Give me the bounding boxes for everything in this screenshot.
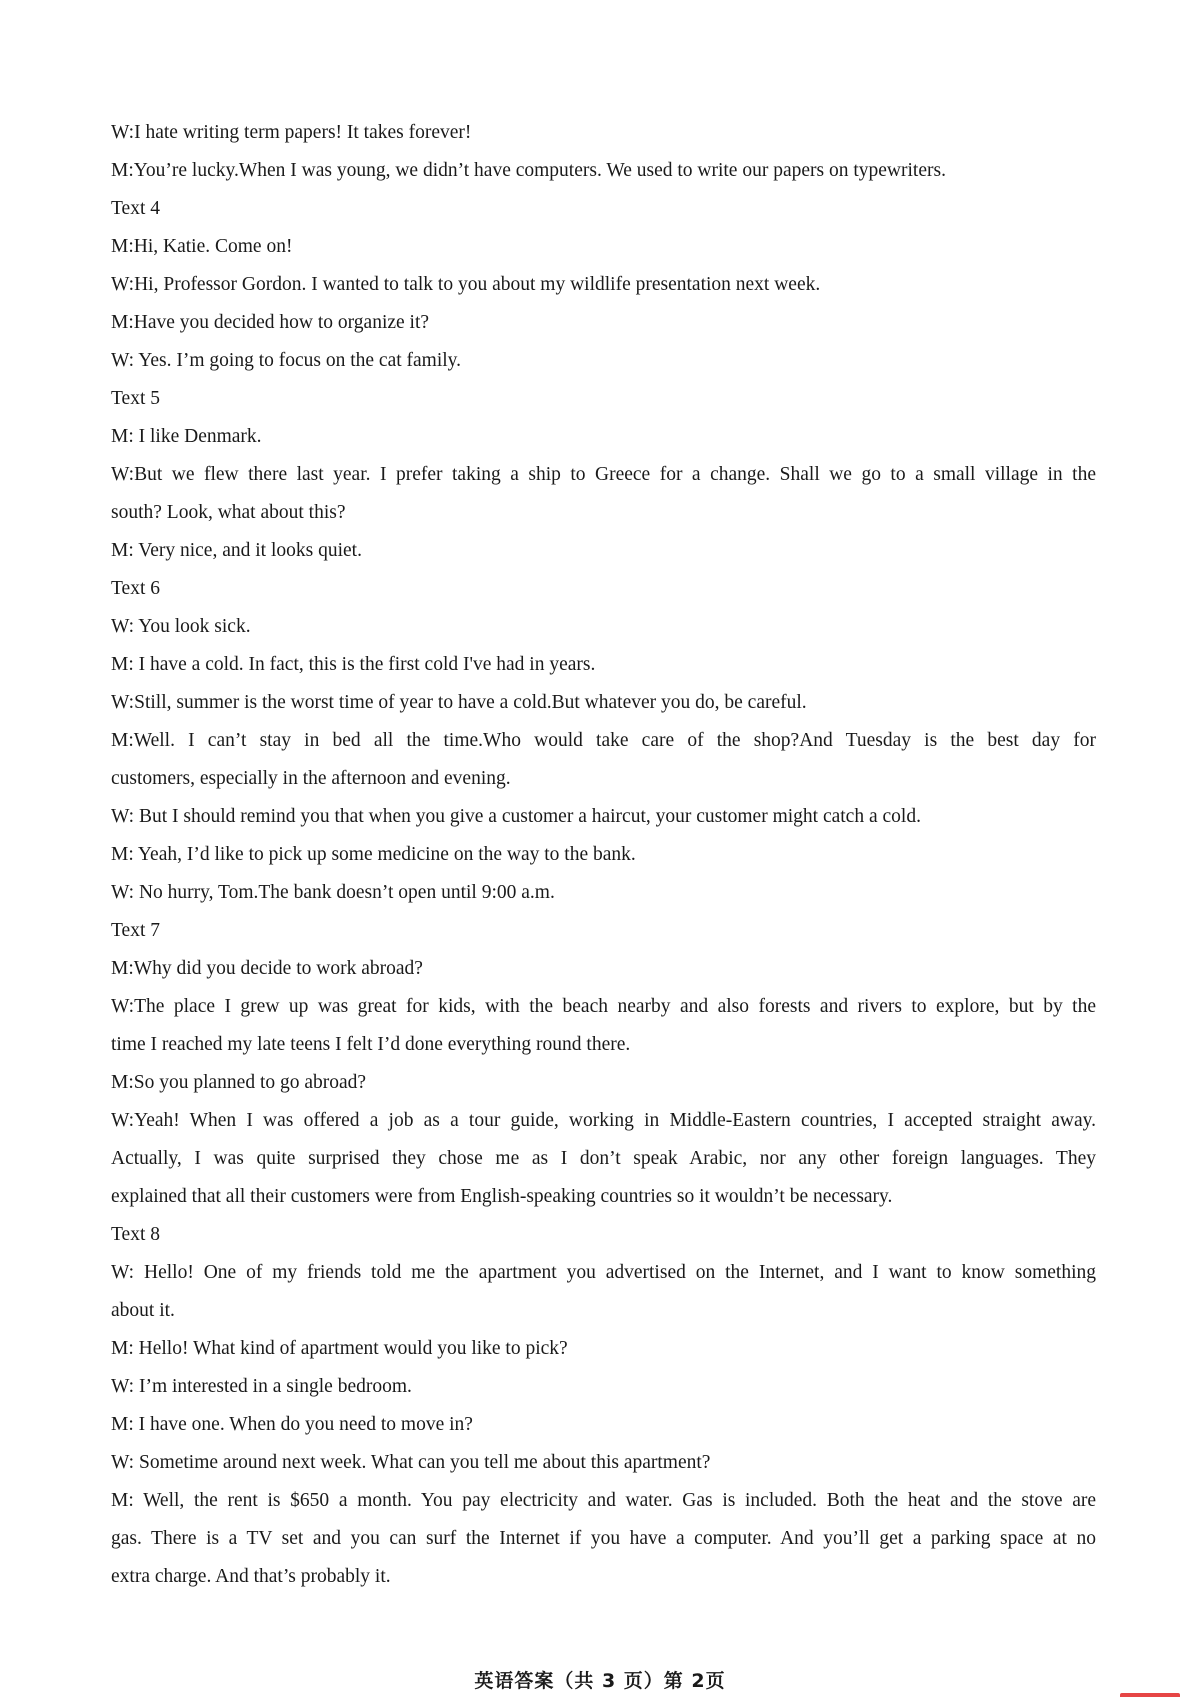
dialogue-line: W:Still, summer is the worst time of year to have a cold.But whatever you do, be careful. — [111, 692, 807, 713]
dialogue-line: M: Hello! What kind of apartment would you like to pick? — [111, 1338, 568, 1359]
page-footer: 英语答案（共 3 页）第 2页 — [474, 1670, 726, 1692]
dialogue-line: W:I hate writing term papers! It takes forever! — [111, 122, 472, 143]
dialogue-line: M:Hi, Katie. Come on! — [111, 236, 293, 257]
dialogue-line: M:Why did you decide to work abroad? — [111, 958, 423, 979]
dialogue-line: W: Sometime around next week. What can you tell me about this apartment? — [111, 1452, 711, 1473]
section-heading: Text 7 — [111, 920, 160, 941]
dialogue-line: M: I like Denmark. — [111, 426, 262, 447]
dialogue-line: M: Well, the rent is $650 a month. You pay electricity and water. Gas is included. Both the heat and the stove are — [111, 1490, 1096, 1511]
dialogue-line: M:So you planned to go abroad? — [111, 1072, 367, 1093]
dialogue-line: W: You look sick. — [111, 616, 251, 637]
document-body — [111, 114, 1096, 1596]
dialogue-line: time I reached my late teens I felt I’d done everything round there. — [111, 1034, 631, 1055]
dialogue-line: M:Have you decided how to organize it? — [111, 312, 430, 333]
dialogue-line: explained that all their customers were from English-speaking countries so it wouldn’t be necessary. — [111, 1186, 893, 1207]
section-heading: Text 5 — [111, 388, 160, 409]
dialogue-line: south? Look, what about this? — [111, 502, 346, 523]
corner-mark — [1120, 1693, 1180, 1697]
dialogue-line: W: No hurry, Tom.The bank doesn’t open until 9:00 a.m. — [111, 882, 555, 903]
dialogue-line: about it. — [111, 1300, 175, 1321]
dialogue-line: extra charge. And that’s probably it. — [111, 1566, 391, 1587]
dialogue-line: Actually, I was quite surprised they chose me as I don’t speak Arabic, nor any other foreign languages. They — [111, 1148, 1096, 1169]
dialogue-line: W: Hello! One of my friends told me the apartment you advertised on the Internet, and I want to know something — [111, 1262, 1096, 1283]
dialogue-line: W:But we flew there last year. I prefer taking a ship to Greece for a change. Shall we go to a small village in the — [111, 464, 1096, 485]
dialogue-line: W: But I should remind you that when you give a customer a haircut, your customer might catch a cold. — [111, 806, 921, 827]
section-heading: Text 4 — [111, 198, 160, 219]
dialogue-line: W:Yeah! When I was offered a job as a tour guide, working in Middle-Eastern countries, I accepted straight away. — [111, 1110, 1096, 1131]
dialogue-line: M: I have a cold. In fact, this is the first cold I've had in years. — [111, 654, 596, 675]
dialogue-line: W: Yes. I’m going to focus on the cat family. — [111, 350, 462, 371]
dialogue-line: gas. There is a TV set and you can surf the Internet if you have a computer. And you’ll get a parking space at no — [111, 1528, 1096, 1549]
dialogue-line: M: Yeah, I’d like to pick up some medicine on the way to the bank. — [111, 844, 636, 865]
dialogue-line: W:Hi, Professor Gordon. I wanted to talk to you about my wildlife presentation next week. — [111, 274, 821, 295]
dialogue-line: W: I’m interested in a single bedroom. — [111, 1376, 412, 1397]
dialogue-line: W:The place I grew up was great for kids, with the beach nearby and also forests and rivers to explore, but by the — [111, 996, 1096, 1017]
dialogue-line: M: I have one. When do you need to move in? — [111, 1414, 473, 1435]
section-heading: Text 8 — [111, 1224, 160, 1245]
section-heading: Text 6 — [111, 578, 160, 599]
dialogue-line: M: Very nice, and it looks quiet. — [111, 540, 362, 561]
dialogue-line: customers, especially in the afternoon and evening. — [111, 768, 511, 789]
dialogue-line: M:Well. I can’t stay in bed all the time.Who would take care of the shop?And Tuesday is the best day for — [111, 730, 1096, 751]
dialogue-line: M:You’re lucky.When I was young, we didn’t have computers. We used to write our papers on typewriters. — [111, 160, 946, 181]
